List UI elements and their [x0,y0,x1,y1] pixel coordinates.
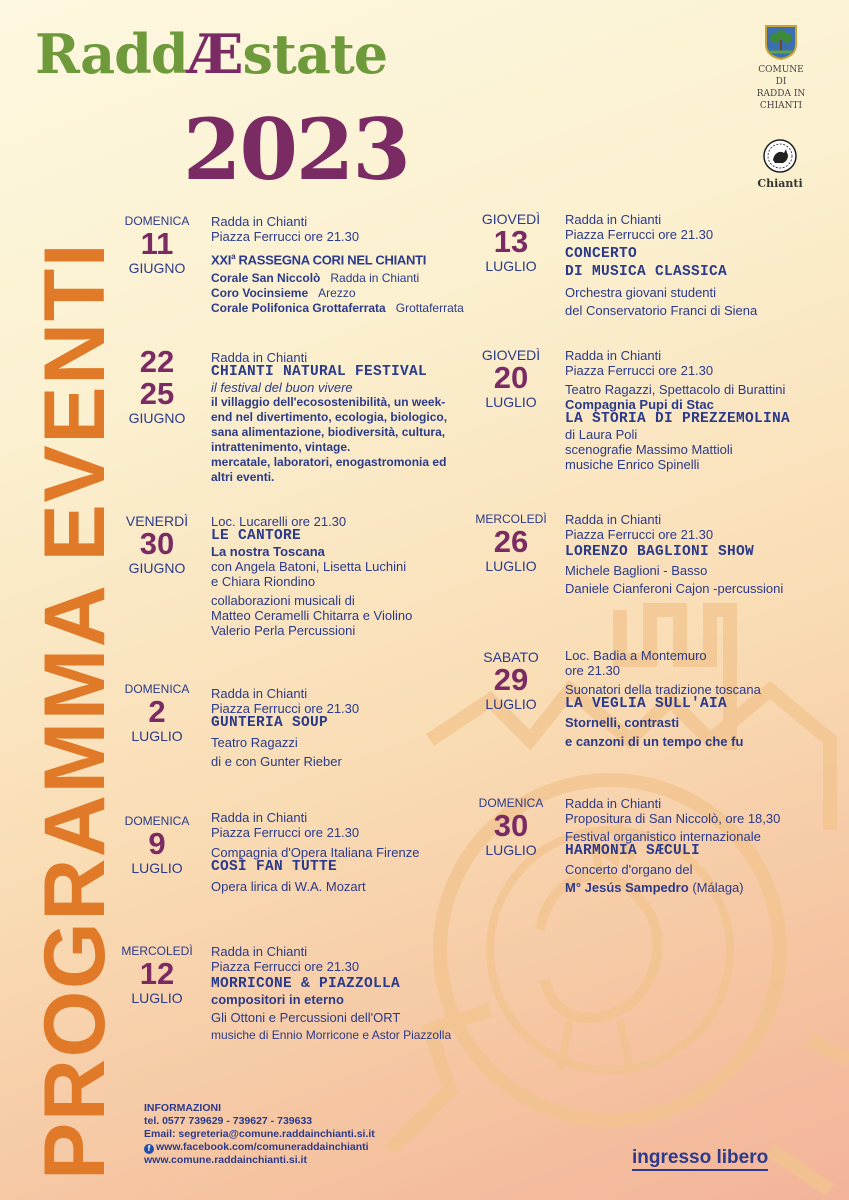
event-title: LE CANTORE [211,528,302,544]
facebook-icon: f [144,1144,154,1154]
event-title: CHIANTI NATURAL FESTIVAL [211,364,428,380]
chianti-label: Chianti [757,177,803,190]
event-day-number: 11 [140,226,174,261]
event-date [118,814,196,876]
event-title: LA VEGLIA SULL'AIA [565,696,728,712]
event-day-number: 12 [139,956,175,991]
event-subtitle: La nostra Toscana [211,544,325,559]
event-title: GUNTERIA SOUP [211,715,329,731]
event-time: Piazza Ferrucci ore 21.30 [211,701,360,716]
event-weekday: DOMENICA [124,214,190,228]
event-weekday: MERCOLEDÌ [121,944,193,958]
event-month: LUGLIO [485,842,537,858]
event-details [211,350,447,485]
event-venue: Radda in Chianti [211,810,308,825]
info-title: INFORMAZIONI [144,1102,221,1114]
event-description: mercatale, laboratori, enogastromonia ed [211,455,447,469]
event-venue: Radda in Chianti [211,686,308,701]
event-description: collaborazioni musicali di [211,593,355,608]
event-day-number: 9 [148,826,166,861]
event-title: DI MUSICA CLASSICA [565,264,728,280]
event-details [211,944,451,1043]
event-date [472,650,550,712]
event-venue: Radda in Chianti [211,214,308,229]
event-day-number: 20 [493,360,529,395]
event-month: LUGLIO [131,860,183,876]
vertical-banner-programma-eventi: PROGRAMMA EVENTI [27,241,123,1180]
event-date [472,348,550,410]
event-date [472,212,550,274]
festival-year: 2023 [183,100,409,199]
event-description: del Conservatorio Franci di Siena [565,303,758,318]
event-month: LUGLIO [485,558,537,574]
title-state: state [242,22,388,86]
event-title: HARMONIA SÆCULI [565,843,701,859]
event-time: Piazza Ferrucci ore 21.30 [211,825,360,840]
event-time: Piazza Ferrucci ore 21.30 [565,363,714,378]
event-description: Opera lirica di W.A. Mozart [211,879,366,894]
event-details [211,214,464,316]
info-facebook: www.facebook.com/comuneraddainchianti [156,1141,369,1153]
event-description: Gli Ottoni e Percussioni dell'ORT [211,1010,401,1025]
event-venue: Radda in Chianti [565,348,662,363]
event-description: di Laura Poli [565,427,638,442]
event-day-number: 13 [493,224,529,259]
event-day-number: 30 [139,526,175,561]
event-subtitle: il festival del buon vivere [211,380,353,395]
performer: Corale Polifonica Grottaferrata [211,301,386,316]
event-description: end nel divertimento, ecologia, biologico, [211,410,448,424]
event-day-number: 30 [493,808,529,843]
event-month: LUGLIO [485,394,537,410]
event-day-number: 26 [493,524,529,559]
event-description: Michele Baglioni - Basso [565,563,708,578]
event-description: sana alimentazione, biodiversità, cultura, [211,425,446,439]
event-description: e Chiara Riondino [211,574,316,589]
performer: Corale San Niccolò [211,271,321,286]
info-phone: tel. 0577 739629 - 739627 - 739633 [144,1115,313,1127]
performer-origin: Arezzo [318,286,356,301]
info-email: Email: segreteria@comune.raddainchianti.si.it [144,1128,375,1140]
event-weekday: MERCOLEDÌ [475,512,547,526]
event-weekday: DOMENICA [478,796,544,810]
event-venue: Radda in Chianti [211,944,308,959]
event-title [211,249,464,267]
event-details [565,796,780,895]
event-description: con Angela Batoni, Lisetta Luchini [211,559,407,574]
event-time: Piazza Ferrucci ore 21.30 [211,229,360,244]
performer-origin: (Málaga) [692,880,744,895]
event-title-text: RASSEGNA CORI NEL CHIANTI [238,252,427,268]
event-description: Concerto d'organo del [565,862,693,877]
event-details [565,512,783,596]
event-subtitle: e canzoni di un tempo che fu [565,734,744,749]
performer-origin: Radda in Chianti [330,271,420,286]
event-month: GIUGNO [128,560,186,576]
event-title: MORRICONE & PIAZZOLLA [211,976,401,992]
event-venue: Loc. Badia a Montemuro [565,648,707,663]
event-description: Daniele Cianferoni Cajon -percussioni [565,581,784,596]
event-month: LUGLIO [131,990,183,1006]
event-title: LORENZO BAGLIONI SHOW [565,544,755,560]
performer: M° Jesús Sampedro [565,880,689,895]
comune-di-label: DI [775,77,787,87]
event-description: scenografie Massimo Mattioli [565,442,733,457]
event-company: Compagnia Pupi di Stac [565,397,714,412]
event-description: Suonatori della tradizione toscana [565,682,761,697]
chianti-logo [742,138,818,190]
event-date [118,346,196,426]
info-facebook-row [144,1141,375,1154]
event-date [472,796,550,858]
event-month: LUGLIO [485,258,537,274]
event-weekday: GIOVEDÌ [481,211,541,227]
event-month: LUGLIO [485,696,537,712]
event-title-ordinal: a [231,252,236,261]
event-description: Teatro Ragazzi [211,735,298,750]
event-day-number: 22 [139,344,175,379]
event-description: di e con Gunter Rieber [211,754,342,769]
black-rooster-seal-icon [762,138,798,174]
event-description: intrattenimento, vintage. [211,440,351,454]
event-time: Piazza Ferrucci ore 21.30 [565,527,714,542]
event-subtitle: Stornelli, contrasti [565,715,680,730]
event-weekday: DOMENICA [124,814,190,828]
event-description: Orchestra giovani studenti [565,285,717,300]
coat-of-arms-icon [764,22,798,60]
event-location: Propositura di San Niccolò, ore 18,30 [565,811,781,826]
event-month: LUGLIO [131,728,183,744]
event-description: il villaggio dell'ecosostenibilità, un week- [211,395,446,409]
event-description: Festival organistico internazionale [565,829,761,844]
event-description: musiche Enrico Spinelli [565,457,700,472]
info-block [144,1102,375,1167]
title-ae: Æ [187,22,243,86]
event-title: COSÌ FAN TUTTE [211,859,338,875]
performer-origin: Grottaferrata [395,301,464,316]
event-day-number: 29 [493,662,529,697]
event-month: GIUGNO [128,260,186,276]
event-date [118,214,196,276]
performer: Coro Vocinsieme [211,286,309,301]
free-entry-label: ingresso libero [632,1147,768,1171]
event-title: LA STORIA DI PREZZEMOLINA [565,411,791,427]
event-details [565,348,790,472]
event-subtitle: compositori in eterno [211,992,344,1007]
event-weekday: VENERDÌ [125,513,189,529]
comune-name-label: RADDA IN CHIANTI [756,89,806,111]
info-website: www.comune.raddainchianti.si.it [144,1154,307,1166]
event-day-number: 2 [148,694,166,729]
event-details [565,648,761,749]
event-description: musiche di Ennio Morricone e Astor Piazzolla [211,1028,452,1042]
event-details [211,810,419,894]
event-date [472,512,550,574]
event-date [118,514,196,576]
event-venue: Radda in Chianti [211,350,308,365]
event-venue: Radda in Chianti [565,212,662,227]
event-weekday: DOMENICA [124,682,190,696]
comune-logo [738,22,824,112]
event-date [118,944,196,1006]
event-description: Valerio Perla Percussioni [211,623,356,638]
event-time: ore 21.30 [565,663,620,678]
event-details [211,686,359,769]
comune-label: COMUNE [758,65,804,75]
event-description: Compagnia d'Opera Italiana Firenze [211,845,420,860]
event-venue: Radda in Chianti [565,512,662,527]
event-venue: Loc. Lucarelli ore 21.30 [211,514,347,529]
event-weekday: GIOVEDÌ [481,347,541,363]
event-time: Piazza Ferrucci ore 21.30 [211,959,360,974]
event-venue: Radda in Chianti [565,796,662,811]
event-date [118,682,196,744]
event-description: altri eventi. [211,470,275,484]
event-title: CONCERTO [565,246,638,262]
event-weekday: SABATO [483,649,539,665]
title-radd: Radd [35,22,188,86]
event-month: GIUGNO [128,410,186,426]
festival-title [35,22,387,86]
event-description: Matteo Ceramelli Chitarra e Violino [211,608,413,623]
event-day-number: 25 [139,376,175,411]
event-details [565,212,757,318]
event-details [211,514,412,638]
event-time: Piazza Ferrucci ore 21.30 [565,227,714,242]
event-description: Teatro Ragazzi, Spettacolo di Burattini [565,382,786,397]
event-title-xxi: XXI [211,252,232,268]
